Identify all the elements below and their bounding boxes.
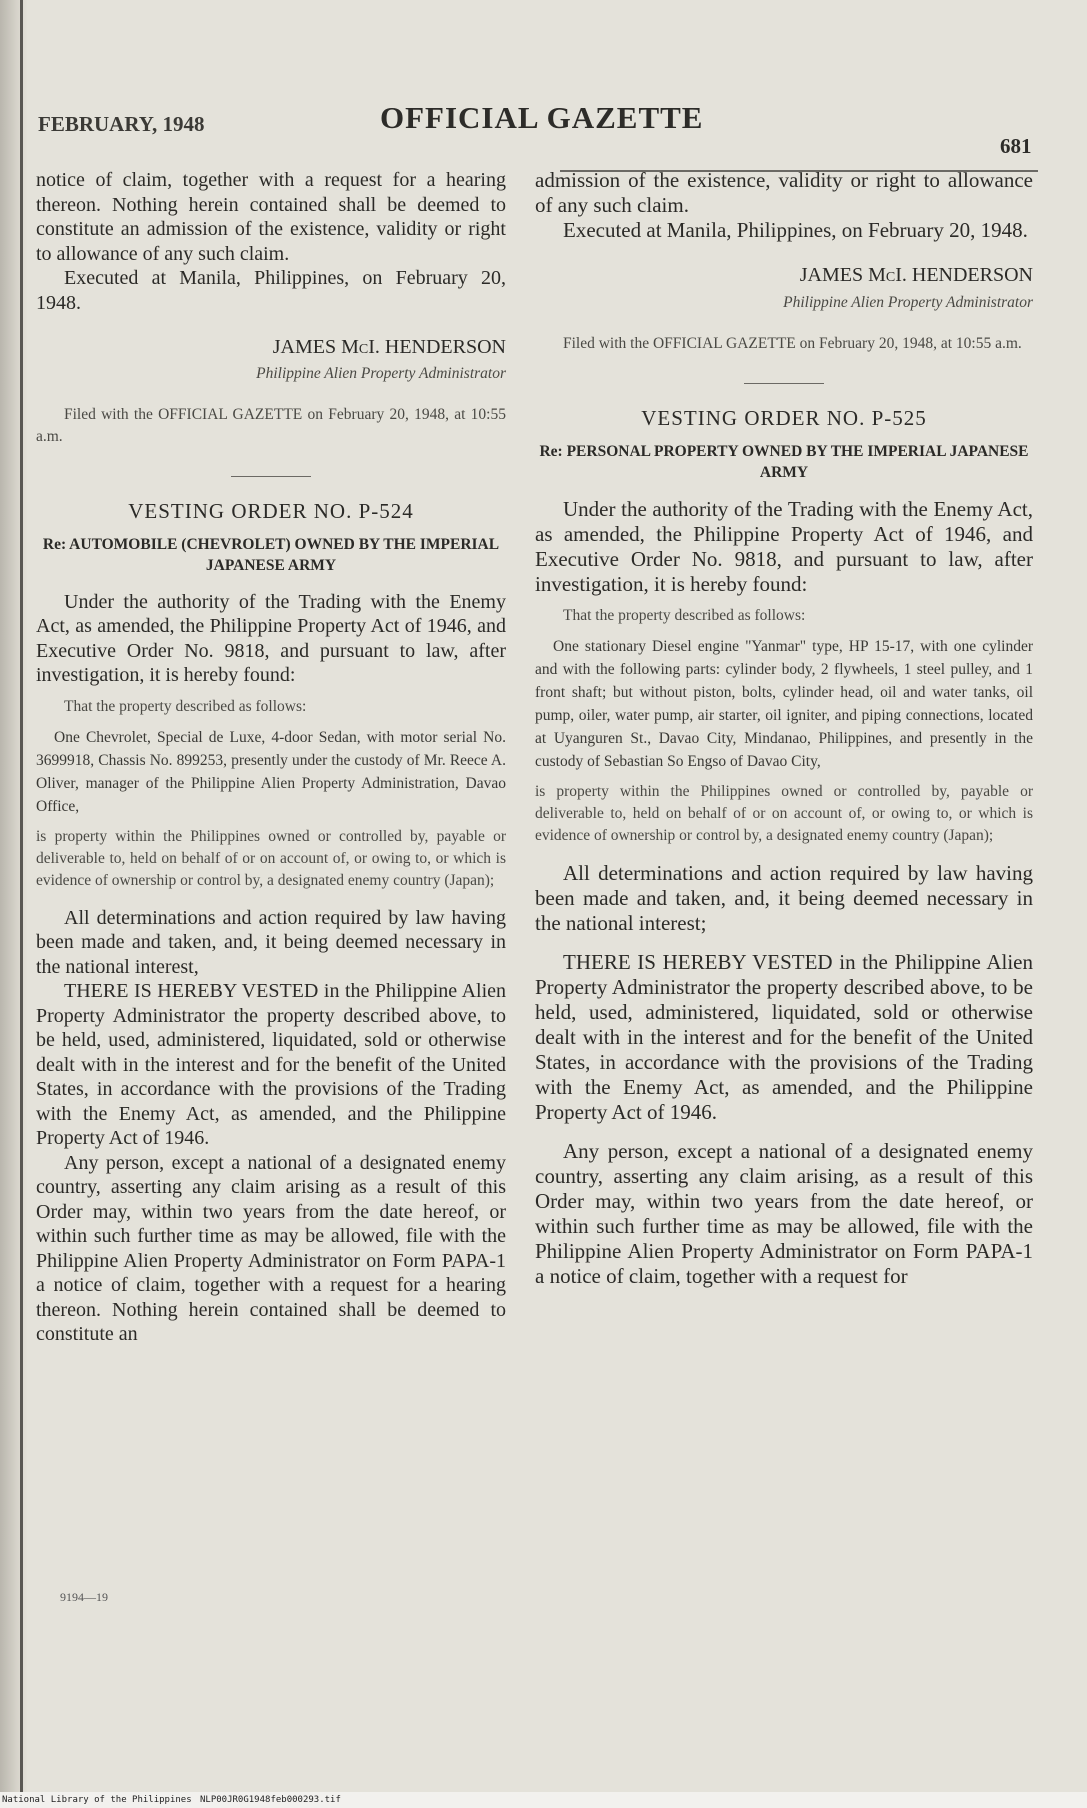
- right-property-desc: One stationary Diesel engine "Yanmar" type, HP 15-17, with one cylinder and with the following parts: cylinder body, 2 flywheels, 1 steel pulley, and 1 front shaft; but without piston, bolts, cylinder head, oil and water tanks, oil pump, oiler, water pump, air starter, oil igniter, and piping connections, located at Uyanguren St., Davao City, Mindanao, Philippines, and presently in the custody of Sebastian So Engso of Davao City,: [535, 638, 1033, 770]
- right-signer-title: Philippine Alien Property Administrator: [783, 294, 1033, 311]
- right-any-person: Any person, except a national of a designated enemy country, asserting any claim arising, as a result of this Order may, within two years from the date hereof, or within such further time as may be allowed, file with the Philippine Alien Property Administrator on Form PAPA-1 a notice of claim, together with a request for: [535, 1139, 1033, 1288]
- right-authority: Under the authority of the Trading with the Enemy Act, as amended, the Philippine Property Act of 1946, and Executive Order No. 9818, and pursuant to law, after investigation, it is hereby found:: [535, 497, 1033, 596]
- right-ownership: is property within the Philippines owned or controlled by, payable or deliverable to, held on behalf of or on account of, or owing to, or which is evidence of ownership or control by, a designated enemy country (Japan);: [535, 783, 1033, 844]
- right-determinations: All determinations and action required by law having been made and taken, and, it being deemed necessary in the national interest;: [535, 861, 1033, 935]
- left-executed: Executed at Manila, Philippines, on February 20, 1948.: [36, 267, 506, 314]
- left-property-desc: One Chevrolet, Special de Luxe, 4-door Sedan, with motor serial No. 3699918, Chassis No. 899253, presently under the custody of Mr. Reece A. Oliver, manager of the Philippine Alien Property Administration, Davao Office,: [36, 728, 506, 815]
- spine-line: [20, 0, 23, 1808]
- footer-filename: NLP00JR0G1948feb000293.tif: [200, 1795, 341, 1805]
- header-title: OFFICIAL GAZETTE: [380, 100, 704, 135]
- right-vested-lead: THERE IS HEREBY VESTED: [563, 950, 833, 974]
- left-filed: Filed with the OFFICIAL GAZETTE on February 20, 1948, at 10:55 a.m.: [36, 406, 506, 445]
- right-vested: in the Philippine Alien Property Administrator the property described above, to be held, used, administered, liquidated, sold or otherwise dealt with in the interest and for the benefit of the United States, in accordance with the provisions of the Trading with the Enemy Act, as amended, and the Philippine Property Act of 1946.: [535, 950, 1034, 1124]
- left-signer: JAMES McI. HENDERSON: [272, 336, 506, 358]
- page-header: [0, 100, 1087, 160]
- page-binding: [0, 0, 28, 1808]
- right-signer: JAMES McI. HENDERSON: [799, 264, 1033, 286]
- left-any-person: Any person, except a national of a designated enemy country, asserting any claim arising as a result of this Order may, within two years from the date hereof, or within such further time as may be allowed, file with the Philippine Alien Property Administrator on Form PAPA-1 a notice of claim, together with a request for a hearing thereon. Nothing herein contained shall be deemed to constitute an: [36, 1151, 506, 1345]
- page-number: 681: [1000, 134, 1032, 158]
- left-signer-title: Philippine Alien Property Administrator: [256, 364, 506, 382]
- left-determinations: All determinations and action required by law having been made and taken, and, it being deemed necessary in the national interest,: [36, 906, 506, 978]
- header-date: FEBRUARY, 1948: [38, 112, 205, 136]
- right-column: [535, 168, 1033, 1289]
- right-vested-paragraph: [535, 950, 1033, 1125]
- left-separator: [231, 476, 311, 477]
- right-property-intro: That the property described as follows:: [563, 607, 806, 624]
- left-vested: in the Philippine Alien Property Administrator the property described above, to be held, used, administered, liquidated, sold or otherwise dealt with in the interest and for the benefit of the United States, in accordance with the provisions of the Trading with the Enemy Act, as amended, and the Philippine Property Act of 1946.: [36, 980, 507, 1149]
- left-continuation: notice of claim, together with a request for a hearing thereon. Nothing herein contained shall be deemed to constitute an admission of the existence, validity or right to allowance of any such claim.: [36, 169, 506, 265]
- left-order-title: VESTING ORDER NO. P-524: [128, 499, 414, 523]
- left-property-intro: That the property described as follows:: [64, 697, 307, 715]
- right-order-title: VESTING ORDER NO. P-525: [641, 406, 927, 430]
- scan-footer: [0, 1792, 1087, 1808]
- left-column: [36, 168, 506, 1347]
- right-re-heading: Re: PERSONAL PROPERTY OWNED BY THE IMPERIAL JAPANESE ARMY: [539, 443, 1029, 481]
- right-separator: [744, 383, 824, 384]
- right-executed: Executed at Manila, Philippines, on February 20, 1948.: [563, 218, 1028, 242]
- right-filed: Filed with the OFFICIAL GAZETTE on February 20, 1948, at 10:55 a.m.: [563, 335, 1022, 352]
- left-ownership: is property within the Philippines owned or controlled by, payable or deliverable to, held on behalf of or on account of, or owing to, or which is evidence of ownership or control by, a designated enemy country (Japan);: [36, 827, 506, 889]
- left-re-heading: Re: AUTOMOBILE (CHEVROLET) OWNED BY THE IMPERIAL JAPANESE ARMY: [42, 535, 500, 574]
- left-authority: Under the authority of the Trading with the Enemy Act, as amended, the Philippine Property Act of 1946, and Executive Order No. 9818, and pursuant to law, after investigation, it is hereby found:: [36, 590, 506, 686]
- right-continuation: admission of the existence, validity or right to allowance of any such claim.: [535, 168, 1033, 217]
- left-footmark: 9194—19: [60, 1590, 108, 1604]
- left-vested-paragraph: [36, 979, 506, 1151]
- left-vested-lead: THERE IS HEREBY VESTED: [64, 980, 319, 1002]
- footer-library: National Library of the Philippines: [2, 1795, 192, 1805]
